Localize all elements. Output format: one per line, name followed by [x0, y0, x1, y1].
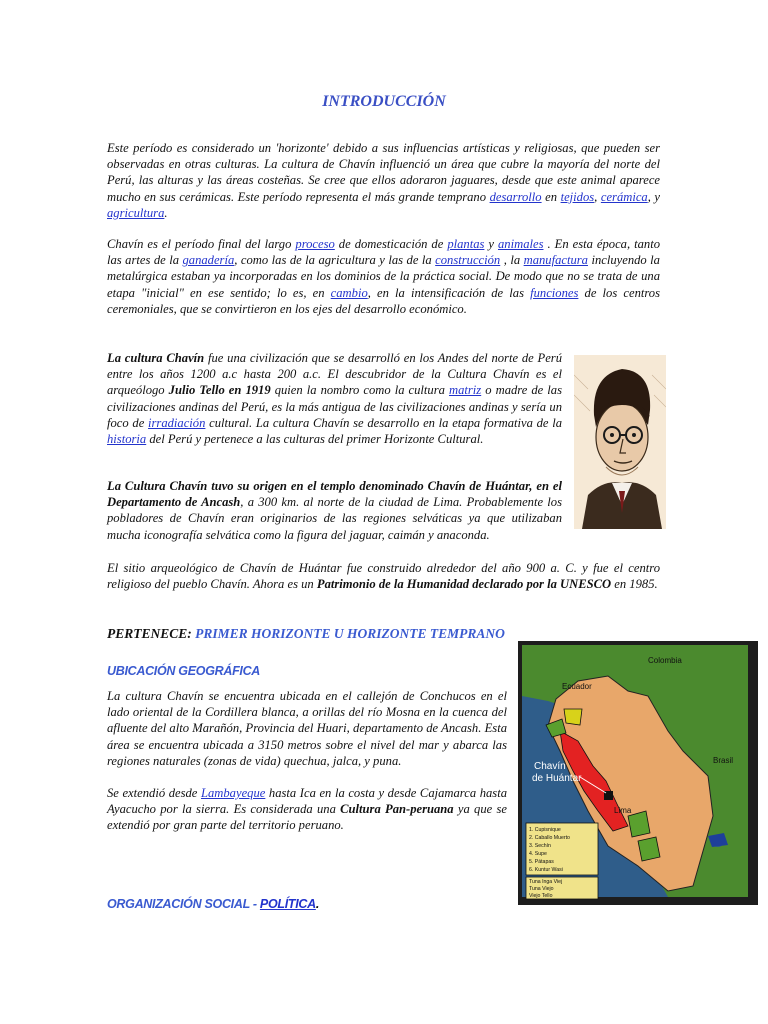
link-ganaderia[interactable]: ganadería [182, 253, 235, 268]
text: , en la intensificación de las [367, 285, 531, 300]
organizacion-label: ORGANIZACIÓN SOCIAL - [107, 897, 260, 911]
pertenece-heading [107, 626, 505, 642]
link-desarrollo[interactable]: desarrollo [489, 189, 542, 204]
map-label-brasil: Brasil [713, 756, 734, 765]
link-irradiacion[interactable]: irradiación [148, 415, 206, 430]
map-label-chavin: Chavín [534, 761, 566, 772]
site-paragraph [107, 560, 660, 592]
text: en [541, 189, 561, 204]
text: ya que se extendió por gran parte del territorio peruano. [107, 802, 507, 833]
legend-item: 2. Caballo Muerto [529, 835, 570, 841]
pertenece-value: PRIMER HORIZONTE U HORIZONTE TEMPRANO [195, 626, 505, 641]
text: , a 300 km. al norte de la ciudad de Lima. Probablemente los pobladores de Chavín eran originarios de las regiones selváticas ya que utilizaban mucha iconografía selvática como la figura del jaguar, caimán y anaconda. [107, 495, 562, 542]
bold-text: La cultura Chavín [107, 351, 205, 365]
link-politica[interactable]: POLÍTICA [259, 897, 316, 911]
text: La cultura Chavín se encuentra ubicada en el callejón de Conchucos en el lado oriental de la Cordillera blanca, a orillas del río Mosna en la cuenca del afluente del alto Marañón, Provincia del Huari, departamento de Ancash. Esta área se encuentra ubicada a 3150 metros sobre el nivel del mar y abarca las regiones naturales (zonas de vida) quechua, jalca, y puna. [107, 689, 507, 768]
legend-item: 1. Cupisnique [529, 827, 561, 833]
text: y [484, 237, 498, 251]
link-animales[interactable]: animales [498, 237, 544, 251]
bold-text: Patrimonio de la Humanidad declarado por la UNESCO [316, 577, 612, 592]
origin-paragraph [107, 478, 562, 543]
legend-item: Tuna Inga Viej [529, 879, 563, 885]
pertenece-label: PERTENECE: [107, 626, 196, 641]
map-label-huantar: de Huántar [532, 773, 582, 784]
link-historia[interactable]: historia [107, 432, 147, 447]
text: fue una civilización que se desarrolló en los Andes del norte de Perú entre los años 1200 a.c hasta 200 a.c. El descubridor de la Cultura Chavín es el arqueólogo [107, 351, 562, 398]
text: quien la nombro como la cultura [270, 383, 449, 398]
link-cambio[interactable]: cambio [330, 285, 368, 300]
text: . En esta época, tanto las artes de la [107, 237, 660, 268]
text: cultural. La cultura Chavín se desarrollo en la etapa formativa de la [205, 415, 563, 430]
text: Este período es considerado un 'horizonte' debido a sus influencias artísticas y religiosas, que pueden ser observadas en otras culturas. La cultura de Chavín influenció un área que cubre la mayoría del norte del Perú, las alturas y las áreas costeñas. Se cree que ellos adoraron jaguares, desde que este animal aparece mucho en sus cerámicas. Este período representa el más grande temprano [107, 141, 660, 204]
text: de domesticación de [334, 237, 448, 251]
location-paragraph [107, 688, 507, 769]
legend-item: Tuna Viejo [529, 886, 554, 892]
map-label-colombia: Colombia [648, 656, 682, 665]
bold-text: La Cultura Chavín tuvo su origen en el templo denominado Chavín de Huántar, en el Departamento de Ancash [107, 479, 562, 510]
legend-item: Viejo Tello [529, 893, 553, 899]
link-funciones[interactable]: funciones [530, 285, 579, 300]
intro-paragraph-1 [107, 140, 660, 221]
text: Se extendió desde [107, 786, 201, 800]
bold-text: Julio Tello en 1919 [168, 383, 271, 398]
link-lambayeque[interactable]: Lambayeque [200, 786, 266, 800]
legend-item: 3. Sechín [529, 843, 551, 849]
link-proceso[interactable]: proceso [295, 237, 335, 251]
ubicacion-heading: UBICACIÓN GEOGRÁFICA [107, 664, 261, 678]
map-label-lima: Lima [614, 806, 632, 815]
link-ceramica[interactable]: cerámica [600, 189, 648, 204]
text: en 1985. [611, 577, 658, 592]
text: . [315, 897, 320, 911]
portrait-illustration [574, 355, 666, 529]
legend-item: 5. Pátapas [529, 859, 554, 865]
map-label-ecuador: Ecuador [562, 682, 592, 691]
intro-paragraph-2 [107, 236, 660, 317]
text: , y [647, 189, 661, 204]
julio-tello-portrait [574, 355, 666, 529]
page-title: INTRODUCCIÓN [322, 93, 446, 110]
link-agricultura[interactable]: agricultura [107, 205, 165, 220]
text: , [594, 189, 601, 204]
organizacion-heading [107, 897, 319, 911]
text: incluyendo la metalúrgica estaban ya incorporadas en los dominios de la práctica social. De modo que no se trata de una etapa "inicial" en ese sentido; lo es, en [107, 253, 660, 300]
text: , la [500, 253, 524, 268]
legend-item: 6. Kuntur Wasi [529, 867, 563, 873]
text: hasta Ica en la costa y desde Cajamarca hasta Ayacucho por la sierra. Es considerada una [107, 786, 508, 817]
bold-text: Cultura Pan-peruana [340, 802, 454, 817]
link-construccion[interactable]: construcción [435, 253, 501, 268]
link-tejidos[interactable]: tejidos [560, 189, 595, 204]
extension-paragraph [107, 785, 507, 834]
text: El sitio arqueológico de Chavín de Huántar fue construido alrededor del año 900 a. C. y fue el centro religioso del pueblo Chavín. Ahora es un [107, 561, 660, 592]
link-plantas[interactable]: plantas [447, 237, 485, 251]
text: o madre de las civilizaciones andinas del Perú, es la más antigua de las civilizaciones andinas y sería un foco de [107, 383, 563, 430]
text: , como las de la agricultura y las de la [234, 253, 436, 268]
link-matriz[interactable]: matriz [448, 383, 482, 398]
text: Chavín es el período final del largo [107, 237, 296, 251]
map-illustration [518, 641, 758, 905]
link-manufactura[interactable]: manufactura [523, 253, 588, 268]
text: del Perú y pertenece a las culturas del primer Horizonte Cultural. [146, 432, 484, 447]
text: de los centros ceremoniales, que se convirtieron en los ejes del desarrollo económico. [107, 285, 660, 316]
legend-item: 4. Supe [529, 851, 547, 857]
text: . [164, 205, 168, 220]
chavin-paragraph [107, 350, 562, 447]
peru-map [518, 641, 758, 905]
